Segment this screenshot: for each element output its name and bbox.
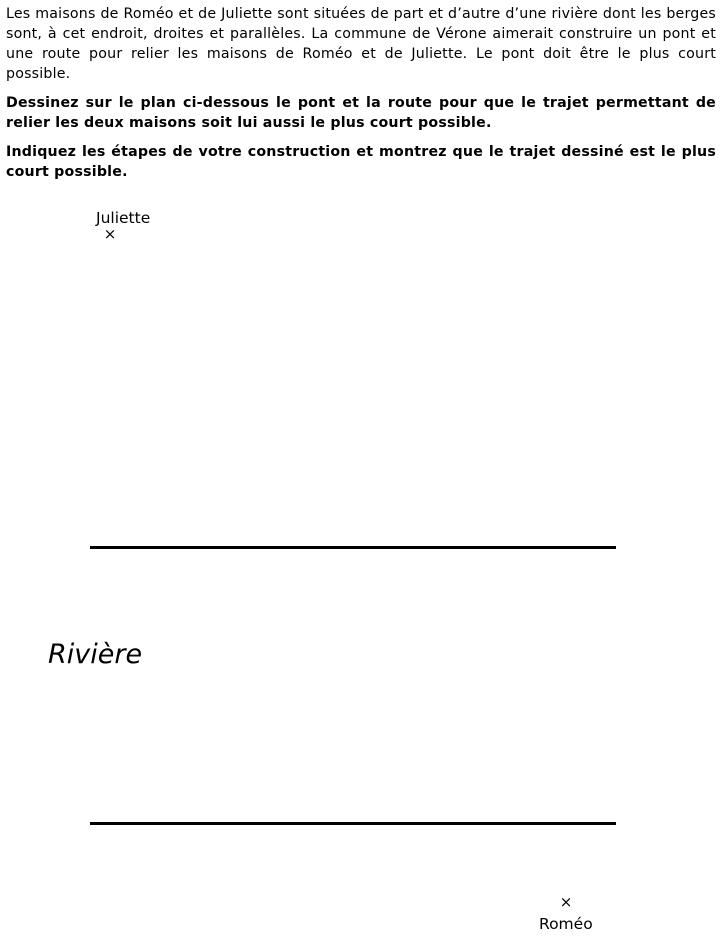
problem-statement: Les maisons de Roméo et de Juliette sont situées de part et d’autre d’une rivière dont les berges sont, à cet endroit, droites et parallèles. La commune de Vérone aimerait construire un pont et une route pour relier les maisons de Roméo et de Juliette. Le pont doit être le plus court possible. (6, 6, 716, 82)
romeo-house-label: Roméo (539, 915, 593, 933)
river-bank-top (90, 546, 616, 549)
river-label: Rivière (48, 639, 143, 670)
juliette-house-label: Juliette (96, 209, 151, 227)
justification-instruction: Indiquez les étapes de votre construction et montrez que le trajet dessiné est le plus court possible. (6, 144, 716, 180)
drawing-instruction: Dessinez sur le plan ci-dessous le pont et la route pour que le trajet permettant de relier les deux maisons soit lui aussi le plus court possible. (6, 95, 716, 131)
river-bank-bottom (90, 822, 616, 825)
juliette-house-marker: × (103, 225, 117, 243)
romeo-house-marker: × (559, 893, 573, 911)
